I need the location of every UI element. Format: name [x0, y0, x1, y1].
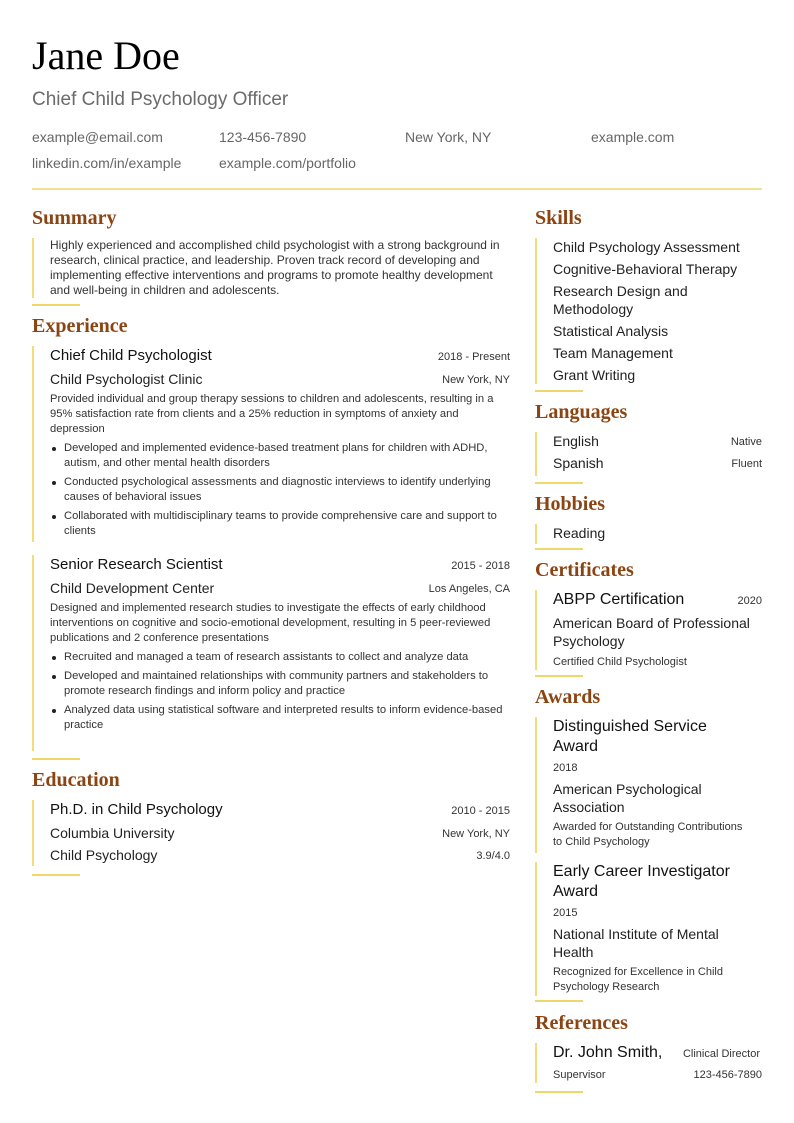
references-accent-bar [535, 1043, 537, 1083]
experience-end-rule [32, 758, 80, 760]
language-level: Fluent [731, 458, 762, 470]
job-title: Chief Child Psychologist [50, 347, 212, 364]
summary-end-rule [32, 304, 80, 306]
award-note: Recognized for Excellence in Child Psychology Research [553, 966, 723, 993]
job-bullet: Conducted psychological assessments and diagnostic interviews to identify underlying causes of behavioral issues [50, 475, 512, 505]
certificates-end-rule [535, 675, 583, 677]
award-year: 2018 [553, 762, 578, 774]
job-location: New York, NY [442, 374, 510, 386]
experience-heading: Experience [32, 315, 128, 337]
hobby-item: Reading [553, 525, 606, 541]
job-title: Senior Research Scientist [50, 556, 223, 573]
award-name: Distinguished Service Award [553, 718, 707, 755]
summary-accent-bar [32, 238, 34, 298]
languages-accent-bar [535, 432, 537, 476]
contact-website[interactable]: example.com [591, 129, 675, 145]
job-accent-bar [32, 346, 34, 542]
education-heading: Education [32, 769, 120, 791]
language-level: Native [730, 436, 762, 448]
skills-accent-bar [535, 238, 537, 384]
certificate-name: ABPP Certification [553, 591, 685, 608]
education-location: New York, NY [442, 828, 510, 840]
award-year: 2015 [553, 907, 578, 919]
job-bullets [50, 650, 512, 737]
education-gpa: 3.9/4.0 [476, 850, 510, 862]
references-heading: References [535, 1012, 628, 1034]
education-accent-bar [32, 800, 34, 866]
awards-end-rule [535, 1000, 583, 1002]
certificate-note: Certified Child Psychologist [553, 656, 687, 668]
skill-item: Child Psychology Assessment [553, 239, 740, 255]
job-bullets [50, 441, 512, 543]
job-bullet: Recruited and managed a team of research assistants to collect and analyze data [50, 650, 512, 665]
summary-text: Highly experienced and accomplished child psychologist with a strong background in research, clinical practice, and leadership. Proven track record of developing and implementing effective interventions and programs to promote healthy development and well-being in children and adolescents. [50, 238, 500, 297]
contact-location: New York, NY [405, 129, 492, 145]
hobbies-accent-bar [535, 524, 537, 544]
job-dates: 2015 - 2018 [451, 560, 510, 572]
skill-item: Team Management [553, 345, 673, 361]
contact-portfolio[interactable]: example.com/portfolio [219, 155, 356, 171]
skill-item: Grant Writing [553, 367, 636, 383]
education-school: Columbia University [50, 825, 175, 841]
job-description: Designed and implemented research studies to investigate the effects of early childhood interventions on cognitive and socio-emotional development, resulting in 5 peer-reviewed publications and 2 conference presentations [50, 602, 491, 644]
contact-phone[interactable]: 123-456-7890 [219, 129, 307, 145]
job-location: Los Angeles, CA [428, 583, 510, 595]
job-bullet: Developed and implemented evidence-based treatment plans for children with ADHD, autism, and other mental health disorders [50, 441, 512, 471]
award-accent-bar [535, 862, 537, 996]
certificate-issuer: American Board of Professional Psychology [553, 615, 750, 649]
job-bullet: Analyzed data using statistical software and interpreted results to inform evidence-based practice [50, 703, 512, 733]
language-name: Spanish [553, 455, 604, 471]
job-company: Child Psychologist Clinic [50, 371, 203, 387]
job-description: Provided individual and group therapy sessions to children and adolescents, resulting in a 95% satisfaction rate from clients and a 25% reduction in symptoms of anxiety and depression [50, 393, 494, 435]
reference-phone[interactable]: 123-456-7890 [693, 1069, 762, 1081]
reference-role: Clinical Director [682, 1048, 760, 1060]
job-bullet: Collaborated with multidisciplinary teams to provide comprehensive care and support to clients [50, 509, 512, 539]
job-accent-bar [32, 555, 34, 751]
contact-email[interactable]: example@email.com [32, 129, 163, 145]
reference-name: Dr. John Smith, [553, 1044, 663, 1061]
education-dates: 2010 - 2015 [451, 805, 510, 817]
job-bullet: Developed and maintained relationships with community partners and stakeholders to promote research findings and inform policy and practice [50, 669, 512, 699]
award-accent-bar [535, 717, 537, 853]
skill-item: Statistical Analysis [553, 323, 669, 339]
skills-end-rule [535, 390, 583, 392]
candidate-name: Jane Doe [32, 33, 180, 78]
education-field: Child Psychology [50, 847, 158, 863]
references-end-rule [535, 1091, 583, 1093]
skill-item: Research Design and Methodology [553, 283, 688, 317]
contact-linkedin[interactable]: linkedin.com/in/example [32, 155, 182, 171]
skill-item: Cognitive-Behavioral Therapy [553, 261, 738, 277]
award-org: American Psychological Association [553, 781, 702, 815]
award-name: Early Career Investigator Award [553, 863, 730, 900]
candidate-title: Chief Child Psychology Officer [32, 89, 289, 110]
education-end-rule [32, 874, 80, 876]
education-degree: Ph.D. in Child Psychology [50, 801, 223, 818]
award-note: Awarded for Outstanding Contributions to Child Psychology [553, 821, 743, 848]
summary-heading: Summary [32, 207, 117, 229]
language-name: English [553, 433, 599, 449]
languages-end-rule [535, 482, 583, 484]
job-dates: 2018 - Present [437, 351, 510, 363]
reference-relation: Supervisor [553, 1069, 606, 1081]
hobbies-end-rule [535, 548, 583, 550]
job-company: Child Development Center [50, 580, 215, 596]
award-org: National Institute of Mental Health [553, 926, 719, 960]
awards-heading: Awards [535, 686, 601, 708]
hobbies-heading: Hobbies [535, 493, 606, 515]
header-divider [32, 188, 762, 190]
languages-heading: Languages [535, 401, 628, 423]
certificate-year: 2020 [737, 595, 762, 607]
skills-heading: Skills [535, 207, 582, 229]
certificates-accent-bar [535, 590, 537, 670]
certificates-heading: Certificates [535, 559, 634, 581]
